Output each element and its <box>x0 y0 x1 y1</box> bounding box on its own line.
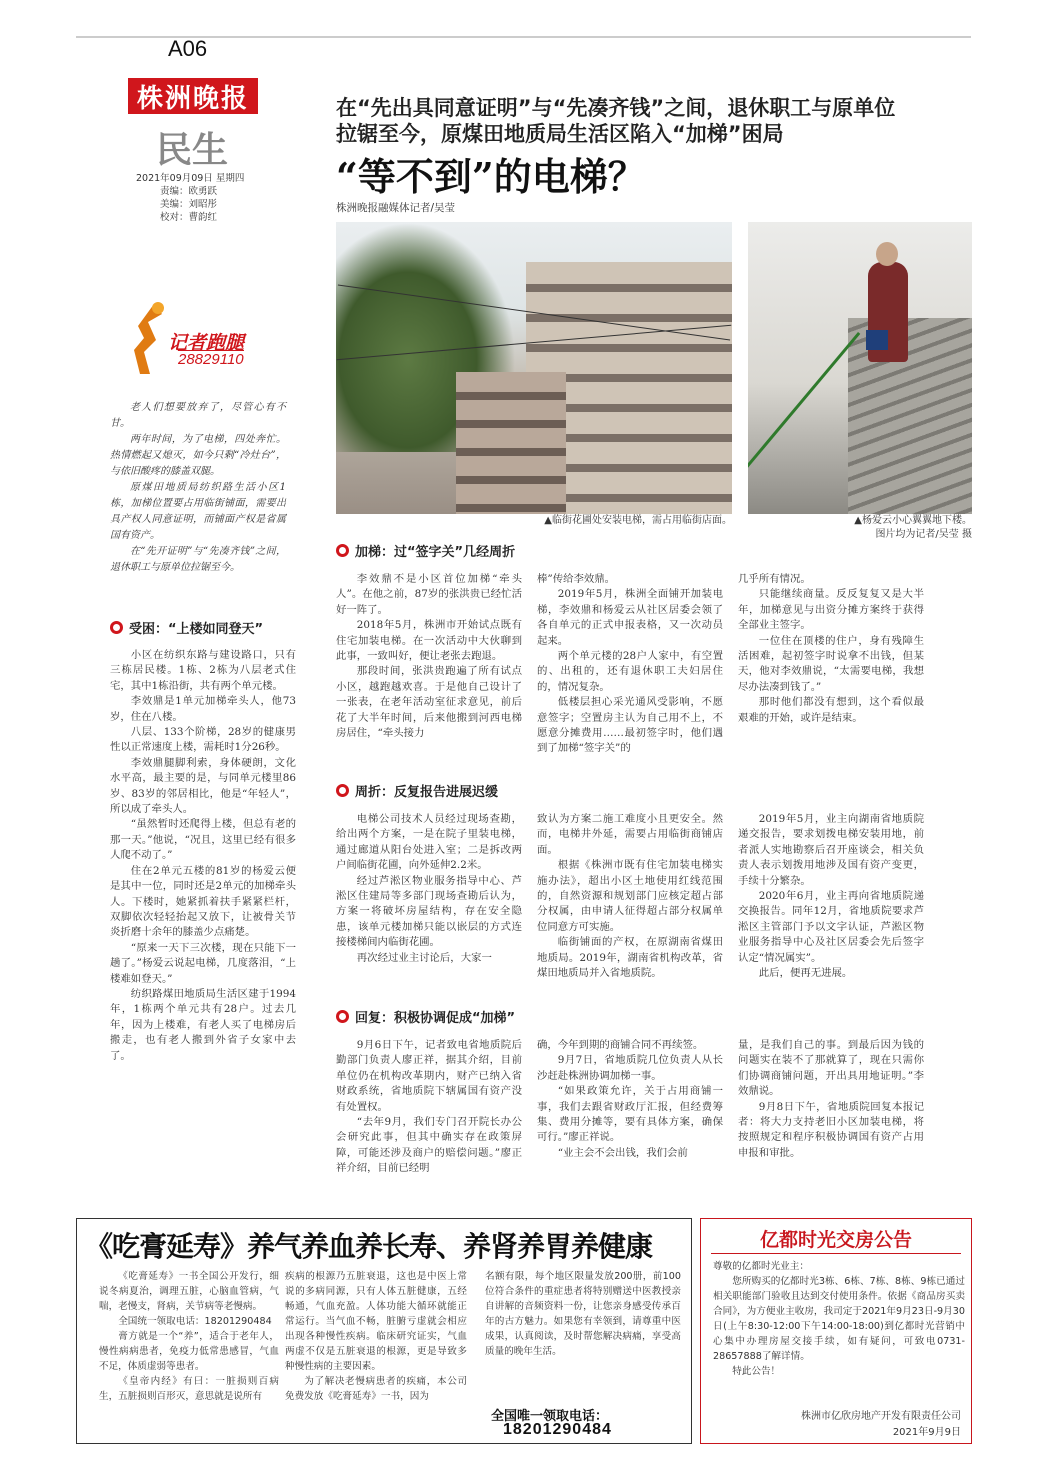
s3-column-3 <box>738 812 924 981</box>
lead-paragraph: 在“先开证明”与“先凑齐钱”之间，退休职工与原单位拉锯至今。 <box>110 546 286 573</box>
paragraph: 经过芦淞区物业服务指导中心、芦淞区住建局等多部门现场查勘后认为，方案一将破坏房屋结构，存在安全隐患，该单元楼加梯只能以嵌层的方式连接楼梯间内临街花圃。 <box>336 874 522 949</box>
paragraph: 量，是我们自己的事。到最后因为钱的问题实在装不了那就算了，现在只需你们协调商铺问题，开出具用地证明。”李效鼎说。 <box>738 1039 924 1098</box>
paragraph: 临街铺面的产权，在原湖南省煤田地质局。2019年，湖南省机构改革，省煤田地质局并入省地质院。 <box>537 936 723 980</box>
photo-stairs <box>748 222 972 514</box>
lead-paragraph: 原煤田地质局纺织路生活小区1栋，加梯位置要占用临街铺面，需要出具产权人同意证明，而铺面产权是省属国有资产。 <box>110 482 286 541</box>
paragraph: 根据《株洲市既有住宅加装电梯实施办法》，超出小区土地使用红线范围的，自然资源和规划部门应核定超占部分权属，由申请人征得超占部分权属单位同意方可实施。 <box>537 859 723 933</box>
paragraph: “虽然暂时还爬得上楼，但总有老的那一天。”他说，“况且，这里已经有很多人爬不动了。” <box>110 818 296 862</box>
section-title: 加梯：过“签字关”几经周折 <box>355 545 516 560</box>
paragraph: 2020年6月，业主再向省地质院递交换报告。同年12月，省地质院要求芦淞区主管部门予以文字认证，芦淞区物业服务指导中心及社区居委会先后签字认定“情况属实”。 <box>738 890 924 964</box>
ad-notice-signature: 株洲市亿欣房地产开发有限责任公司 <box>801 1411 961 1422</box>
ad-book-phone-label: 全国唯一领取电话： <box>491 1409 609 1424</box>
section-title: 周折：反复报告进展迟缓 <box>355 785 499 800</box>
paragraph: 致认为方案二施工难度小且更安全。然而，电梯井外延，需要占用临街商铺店面。 <box>537 813 723 856</box>
paragraph: 只能继续商量。反反复复又是大半年，加梯意见与出资分摊方案终于获得全部业主签字。 <box>738 588 924 632</box>
section-bullet-icon <box>336 784 349 797</box>
paragraph: “原来一天下三次楼，现在只能下一趟了。”杨爱云说起电梯，几度落泪，“上楼难如登天。” <box>110 941 296 985</box>
section-bullet-icon <box>336 544 349 557</box>
paragraph: 膏方就是一个“养”，适合于老年人，慢性病病患者，免疫力低常患感冒，气血不足，体质虚弱等患者。 <box>99 1331 279 1372</box>
section-heading-delay <box>336 781 498 800</box>
designer: 美编：刘昭彤 <box>160 199 218 210</box>
paragraph: 李效鼎腿脚利索，身体硬朗，文化水平高，最主要的是，与同单元楼里86岁、83岁的邻居相比，他是“年轻人”，所以成了牵头人。 <box>110 756 296 816</box>
top-rule <box>76 36 971 38</box>
section-title: 回复：积极协调促成“加梯” <box>355 1011 516 1026</box>
lead-paragraph: 两年时间，为了电梯，四处奔忙。热情燃起又熄灭，如今只剩“冷灶台”，与依旧酸疼的膝盖双腿。 <box>110 434 286 477</box>
photo-stairs-caption: ▲杨爱云小心翼翼地下楼。 <box>854 515 972 526</box>
s3-column-2 <box>537 812 723 981</box>
ad-book-col2 <box>285 1269 467 1404</box>
paragraph: 全国统一领取电话：18201290484 <box>118 1316 272 1327</box>
paragraph: 2018年5月，株洲市开始试点既有住宅加装电梯。在一次活动中大伙聊到此事，一致叫好，便让老张去跑退。 <box>336 619 522 663</box>
paragraph: 小区在纺织东路与建设路口，只有三栋居民楼。1栋、2栋为八层老式住宅，其中1栋沿街，共有两个单元楼。 <box>110 649 296 692</box>
hotline-phone: 28829110 <box>178 351 244 368</box>
ad-notice-greeting: 尊敬的亿都时光业主： <box>713 1261 809 1272</box>
paragraph: 李效鼎不是小区首位加梯“牵头人”。在他之前，87岁的张洪贵已经忙活好一阵了。 <box>336 573 522 616</box>
paragraph: “去年9月，我们专门召开院长办公会研究此事，但其中确实存在政策屏障，可能还涉及商户的赔偿问题。”廖正祥介绍，目前已经明 <box>336 1116 522 1175</box>
paragraph: 八层、133个阶梯，28岁的健康男性以正常速度上楼，需耗时1分26秒。 <box>110 726 296 754</box>
ad-book-col1 <box>99 1269 279 1404</box>
paragraph: “业主会不会出钱，我们会前 <box>557 1146 688 1159</box>
paragraph: 棒”传给李效鼎。 <box>537 573 616 585</box>
paragraph: 住在2单元五楼的81岁的杨爱云便是其中一位，同时还是2单元的加梯牵头人。下楼时，她紧抓着扶手紧紧栏杆，双脚依次轻轻抬起又放下，让被骨关节炎折磨十余年的膝盖少点痛楚。 <box>110 864 296 939</box>
ad-notice-date: 2021年9月9日 <box>892 1427 961 1438</box>
headline-subtitle-2: 拉锯至今，原煤田地质局生活区陷入“加梯”困局 <box>336 122 784 146</box>
headline-subtitle-1: 在“先出具同意证明”与“先凑齐钱”之间，退休职工与原单位 <box>336 96 896 120</box>
masthead-logo <box>128 78 258 114</box>
proofreader: 校对：曹韵红 <box>160 212 218 223</box>
section-bullet-icon <box>110 621 123 634</box>
s2-column-3 <box>738 572 924 726</box>
paragraph: 李效鼎是1单元加梯牵头人，他73岁，住在八楼。 <box>110 695 296 723</box>
hotline-logo <box>128 300 288 380</box>
paragraph: “如果政策允许，关于占用商铺一事，我们去跟省财政厅汇报，但经费筹集、费用分摊等，要有具体方案，确保可行。”廖正祥说。 <box>537 1085 723 1144</box>
column-left <box>110 648 296 1064</box>
s4-column-2 <box>537 1038 723 1161</box>
paragraph: 再次经过业主讨论后，大家一 <box>356 951 492 964</box>
headline-title: “等不到”的电梯？ <box>336 154 646 199</box>
section-heading-elevator <box>336 541 515 560</box>
section-heading-trapped <box>110 618 263 637</box>
photo-building-caption: ▲临街花圃处安装电梯，需占用临街店面。 <box>544 515 732 526</box>
paragraph: 《皇帝内经》有曰：一脏损则百病生，五脏损则百形灭，意思就是说所有 <box>99 1376 279 1402</box>
paragraph: 一位住在顶楼的住户，身有残障生活困难，起初签字时说拿不出钱，但某天，他对李效鼎说，“太需要电梯，我想尽办法凑到钱了。” <box>738 634 924 693</box>
paragraph: 那时他们都没有想到，这个看似最艰难的开始，或许是结束。 <box>738 696 924 724</box>
ad-notice-divider <box>711 1253 961 1254</box>
paragraph: 9月6日下午，记者致电省地质院后勤部门负责人廖正祥，据其介绍，目前单位仍在机构改革期内，财产已纳入省财政系统，省地质院下辖属国有资产没有处置权。 <box>336 1039 522 1113</box>
paragraph: 为了解决老慢病患者的疾痛，本公司免费发放《吃膏延寿》一书，因为 <box>285 1376 467 1402</box>
ad-notice <box>700 1218 972 1444</box>
issue-meta <box>136 172 244 224</box>
runner-icon <box>128 300 172 378</box>
section-bullet-icon <box>336 1010 349 1023</box>
byline: 株洲晚报融媒体记者/吴莹 <box>336 202 456 214</box>
paragraph: 几乎所有情况。 <box>738 573 811 585</box>
paragraph: 两个单元楼的28户人家中，有空置的、出租的，还有退休职工夫妇居住的，情况复杂。 <box>537 650 723 693</box>
paragraph: 名额有限，每个地区限量发放200册，前100位符合条件的重症患者将特别赠送中医教授亲自讲解的音频资料一份，让您亲身感受传承百年的古方魅力。如果您有幸领到，请尊重中医成果，认真阅读，及时帮您解决病痛，享受高质量的晚年生活。 <box>485 1271 681 1357</box>
paragraph: 低楼层担心采光通风受影响，不愿意签字；空置房主认为自己用不上，不愿意分摊费用……最初签字时，他们遇到了加梯“签字关”的 <box>537 696 723 755</box>
photo-building <box>336 222 732 514</box>
ad-notice-title: 亿都时光交房公告 <box>759 1229 912 1251</box>
s2-column-1 <box>336 572 522 741</box>
paragraph: 2019年5月，株洲全面铺开加装电梯，李效鼎和杨爱云从社区居委会领了各自单元的正式申报表格，又一次动员起来。 <box>537 588 723 647</box>
paragraph: 疾病的根源乃五脏衰退，这也是中医上常说的多病同源，只有人体五脏健康，五经畅通，气血充盈。人体功能大循环就能正常运行。当气血不畅，脏腑亏虚就会相应出现各种慢性疾病。临床研究证实，气血两虚不仅是五脏衰退的根源，更是导致多种慢性病的主要因素。 <box>285 1271 467 1372</box>
section-heading-reply <box>336 1007 515 1026</box>
ad-notice-body <box>713 1259 965 1379</box>
ad-notice-paragraph: 您所购买的亿都时光3栋、6栋、7栋、8栋、9栋已通过相关职能部门验收且达到交付使用条件。依据《商品房买卖合同》，为方便业主收房，我司定于2021年9月23日-9月30日(上午8:30-12:00下午14:00-18:00)到亿都时光营销中心集中办理房屋交接手续，如有疑问，可致电0731-28657888了解详情。 <box>713 1276 965 1362</box>
ad-book <box>76 1218 692 1444</box>
paragraph: 确，今年到期的商铺合同不再续签。 <box>537 1039 704 1051</box>
paragraph: 纺织路煤田地质局生活区建于1994年，1栋两个单元共有28户。过去几年，因为上楼难，有老人买了电梯房后搬走，也有老人搬到外省子女家中去了。 <box>110 987 296 1062</box>
masthead-text: 株洲晚报 <box>136 83 249 114</box>
paragraph: 9月7日，省地质院几位负责人从长沙赶赴株洲协调加梯一事。 <box>537 1054 723 1082</box>
paragraph: 此后，便再无进展。 <box>758 967 853 980</box>
ad-book-phone: 18201290484 <box>503 1421 612 1438</box>
lead-text <box>110 400 286 576</box>
paragraph: 2019年5月，业主向湖南省地质院递交报告，要求划拨电梯安装用地，前者派人实地勘察后召开座谈会，相关负责人表示划拨用地涉及国有资产变更，手续十分繁杂。 <box>738 813 924 887</box>
s4-column-1 <box>336 1038 522 1177</box>
s3-column-1 <box>336 812 522 966</box>
page-number: A06 <box>168 36 208 61</box>
section-name: 民生 <box>156 129 229 171</box>
hotline-title: 记者跑腿 <box>168 332 245 354</box>
lead-paragraph: 老人们想要放弃了，尽管心有不甘。 <box>110 402 286 429</box>
section-title: 受困：“上楼如同登天” <box>129 622 264 637</box>
issue-date: 2021年09月09日 星期四 <box>136 173 245 184</box>
paragraph: 9月8日下午，省地质院回复本报记者：将大力支持老旧小区加装电梯，将按照规定和程序积极协调国有资产占用申报和审批。 <box>738 1100 924 1159</box>
paragraph: 那段时间，张洪贵跑遍了所有试点小区，越跑越欢喜。于是他自己设计了一张表，在老年活动室征求意见，前后花了大半年时间，后来他搬到河西电梯房居住，“牵头接力 <box>336 665 522 740</box>
paragraph: 电梯公司技术人员经过现场查勘，给出两个方案，一是在院子里装电梯，通过廊道从阳台处进入室；二是拆改两户间临街花圃，向外延伸2.2米。 <box>336 813 522 872</box>
photo-credit: 图片均为记者/吴莹 摄 <box>875 529 972 540</box>
s4-column-3 <box>738 1038 924 1161</box>
s2-column-2 <box>537 572 723 757</box>
ad-notice-closing: 特此公告！ <box>732 1366 781 1377</box>
paragraph: 《吃膏延寿》一书全国公开发行，细说冬病夏治，调理五脏，心脑血管病，气喘，老慢支，肾病，关节病等老慢病。 <box>99 1271 279 1312</box>
ad-book-title: 《吃膏延寿》养气养血养长寿、养肾养胃养健康 <box>85 1230 653 1263</box>
ad-book-col3 <box>485 1269 681 1359</box>
editor: 责编：欧勇跃 <box>160 186 218 197</box>
